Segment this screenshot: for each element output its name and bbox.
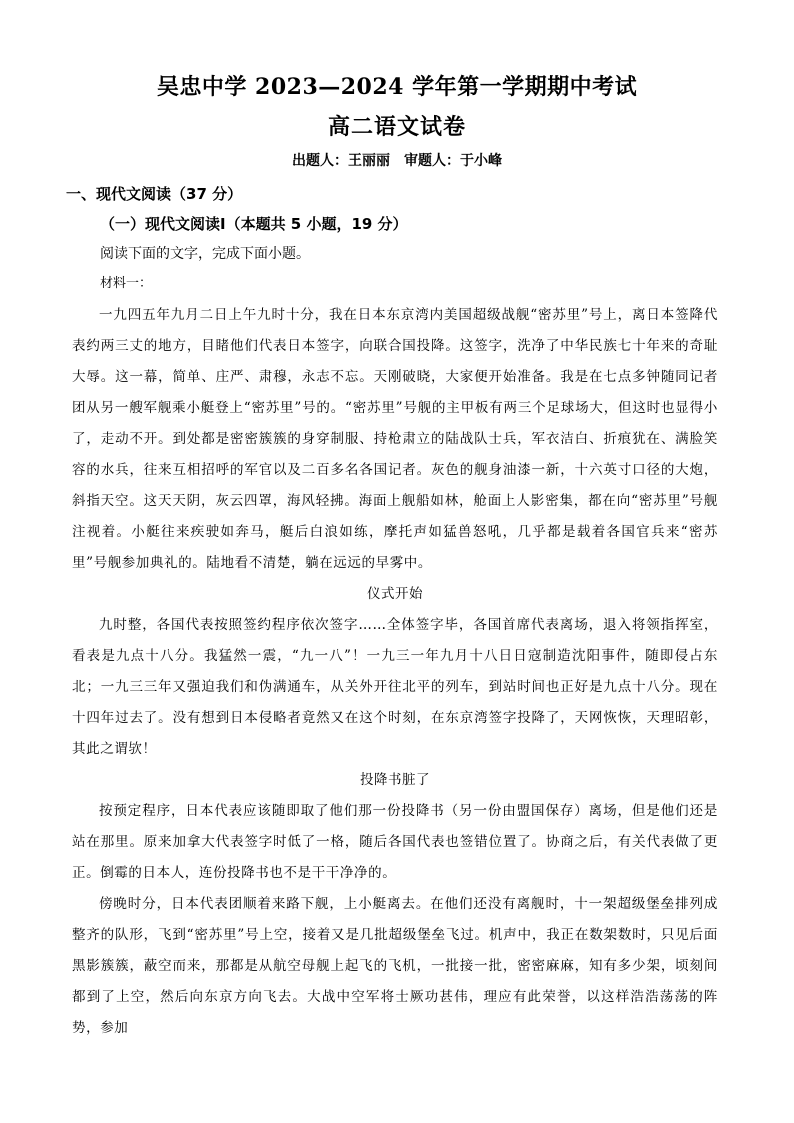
article-paragraph-2: 九时整，各国代表按照签约程序依次签字……全体签字毕，各国首席代表离场，退入将领指挥室，看表是九点十八分。我猛然一震，“九一八”！一九三一年九月十八日日寇制造沈阳事件，随即侵占东北；一九三三年又强迫我们和伪满通车，从关外开往北平的列车，到站时间也正好是九点十八分。现在十四年过去了。没有想到日本侵略者竟然又在这个时刻，在东京湾签字投降了，天网恢恢，天理昭彰，其此之谓欤！ [72, 617, 718, 757]
author-label: 出题人：王丽丽 [292, 153, 390, 169]
article-subheading-2: 投降书脏了 [360, 772, 430, 788]
article-paragraph-1: 一九四五年九月二日上午九时十分，我在日本东京湾内美国超级战舰“密苏里”号上，离日本签降代表约两三丈的地方，目睹他们代表日本签字，向联合国投降。这签字，洗净了中华民族七十年来的奇耻大辱。这一幕，简单、庄严、肃穆，永志不忘。天刚破晓，大家便开始准备。我是在七点多钟随同记者团从另一艘军舰乘小艇登上“密苏里”号的。“密苏里”号舰的主甲板有两三个足球场大，但这时也显得小了，走动不开。到处都是密密簇簇的身穿制服、持枪肃立的陆战队士兵，军衣洁白、折痕犹在、满脸笑容的水兵，往来互相招呼的军官以及二百多名各国记者。灰色的舰身油漆一新，十六英寸口径的大炮，斜指天空。这天天阴，灰云四罩，海风轻拂。海面上舰船如林，舱面上人影密集，都在向“密苏里”号舰注视着。小艇往来疾驶如奔马，艇后白浪如练，摩托声如猛兽怒吼，几乎都是载着各国官兵来“密苏里”号舰参加典礼的。陆地看不清楚，躺在远远的早雾中。 [72, 307, 718, 571]
exam-subject-title: 高二语文试卷 [327, 114, 466, 140]
article-paragraph-4: 傍晚时分，日本代表团顺着来路下舰，上小艇离去。在他们还没有离舰时，十一架超级堡垒排列成整齐的队形，飞到“密苏里”号上空，接着又是几批超级堡垒飞过。机声中，我正在数架数时，只见后面黑影簇簇，蔽空而来，那都是从航空母舰上起飞的飞机，一批接一批，密密麻麻，知有多少架，顷刻间都到了上空，然后向东京方向飞去。大战中空军将士厥功甚伟，理应有此荣誉，以这样浩浩荡荡的阵势，参加 [72, 896, 718, 1036]
exam-credits [0, 150, 794, 170]
reviewer-label: 审题人：于小峰 [404, 153, 502, 169]
material-label: 材料一： [100, 276, 153, 291]
article-paragraph-3: 按预定程序，日本代表应该随即取了他们那一份投降书（另一份由盟国保存）离场，但是他们还是站在那里。原来加拿大代表签字时低了一格，随后各国代表也签错位置了。协商之后，有关代表做了更正。倒霉的日本人，连份投降书也不是干干净净的。 [72, 803, 718, 881]
article-body [72, 300, 718, 1044]
exam-title: 吴忠中学 2023—2024 学年第一学期期中考试 [156, 74, 638, 100]
section-heading: 一、现代文阅读（37 分） [66, 185, 243, 203]
section-subheading: （一）现代文阅读Ⅰ（本题共 5 小题，19 分） [100, 215, 408, 233]
article-subheading-1: 仪式开始 [367, 586, 423, 602]
reading-instruction: 阅读下面的文字，完成下面小题。 [100, 246, 310, 262]
